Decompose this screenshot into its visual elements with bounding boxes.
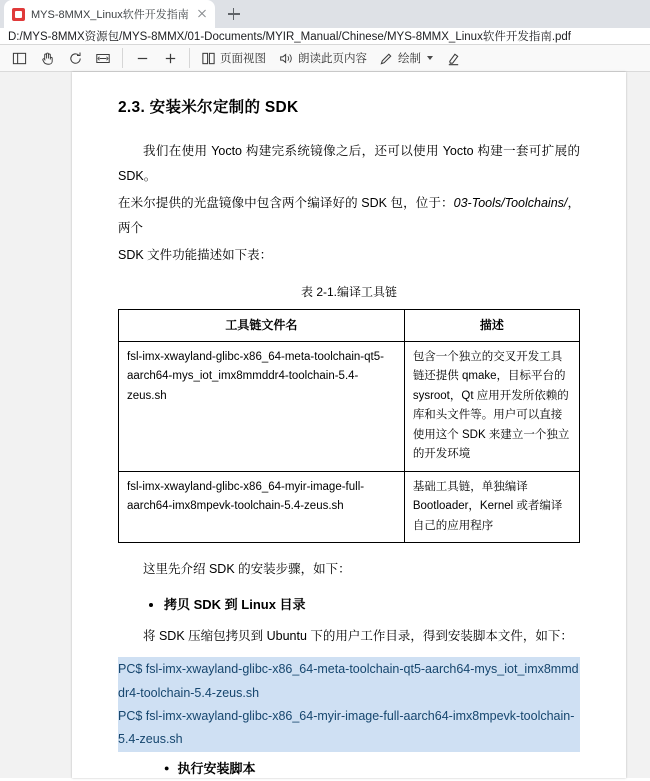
bullet-list [118,592,580,618]
paragraph-copy-sdk: 将 SDK 压缩包拷贝到 Ubuntu 下的用户工作目录，得到安装脚本文件，如下： [143,629,573,644]
hand-icon[interactable] [34,45,60,71]
paragraph-intro-3: SDK 文件功能描述如下表： [118,248,273,263]
table-header-row [119,310,580,341]
cell-description: 基础工具链，单独编译 Bootloader，Kernel 或者编译自己的应用程序 [404,471,579,543]
rotate-icon[interactable] [62,45,88,71]
tab-strip [0,0,650,28]
minus-icon[interactable] [129,45,155,71]
code-line: PC$ fsl-imx-xwayland-glibc-x86_64-myir-image-full-aarch64-imx8mpevk-toolchain-5.4-zeus.sh [118,708,575,746]
close-icon[interactable] [195,7,209,21]
table-header-description: 描述 [404,310,579,341]
table-row [119,471,580,543]
cell-filename: fsl-imx-xwayland-glibc-x86_64-meta-toolchain-qt5-aarch64-mys_iot_imx8mmddr4-toolchain-5.4-zeus.sh [119,341,405,471]
url-text: D:/MYS-8MMX资源包/MYS-8MMX/01-Documents/MYIR_Manual/Chinese/MYS-8MMX_Linux软件开发指南.pdf [8,31,572,43]
plus-icon[interactable] [157,45,183,71]
list-item: • 拷贝 SDK 到 Linux 目录 [164,592,580,618]
code-line: PC$ fsl-imx-xwayland-glibc-x86_64-meta-toolchain-qt5-aarch64-mys_iot_imx8mmddr4-toolchain-5.4-zeus.sh [118,662,579,700]
read-aloud-label: 朗读此页内容 [298,53,367,65]
toolchain-table [118,309,580,543]
new-tab-button[interactable] [221,1,247,27]
tab-title: MYS-8MMX_Linux软件开发指南 [31,9,189,21]
draw-button[interactable] [374,45,438,71]
toolbar-separator [189,48,190,68]
cell-description: 包含一个独立的交叉开发工具链还提供 qmake，目标平台的 sysroot，Qt 应用开发所依赖的库和头文件等。用户可以直接使用这个 SDK 来建立一个独立的开发环境 [404,341,579,471]
pdf-document-area[interactable] [0,72,650,778]
paragraph-intro-2 [118,191,580,241]
paragraph-text: 我们在使用 Yocto 构建完系统镜像之后，还可以使用 Yocto 构建一套可扩展的 SDK。 [118,144,580,184]
address-bar[interactable] [0,28,650,45]
fit-page-icon[interactable] [90,45,116,71]
table-header-filename: 工具链文件名 [119,310,405,341]
table-row [119,341,580,471]
paragraph-text: 在米尔提供的光盘镜像中包含两个编译好的 SDK 包，位于： [118,196,454,211]
cell-filename: fsl-imx-xwayland-glibc-x86_64-myir-image-full-aarch64-imx8mpevk-toolchain-5.4-zeus.sh [119,471,405,543]
paragraph-text: ，两个 [118,196,580,236]
chevron-down-icon[interactable] [427,56,433,60]
paragraph-install-steps: 这里先介绍 SDK 的安装步骤，如下： [143,562,351,577]
browser-tab[interactable] [4,0,215,28]
read-aloud-button[interactable] [273,45,372,71]
pdf-toolbar [0,45,650,72]
list-item: ● 执行安装脚本 [118,758,580,768]
pdf-page [72,72,626,778]
page-title: 2.3. 安装米尔定制的 SDK [118,99,299,116]
toolchain-path: 03-Tools/Toolchains/ [453,196,568,211]
paragraph-intro-1 [118,139,580,189]
pdf-file-icon [12,8,25,21]
code-block [118,657,580,752]
toolbar-separator [122,48,123,68]
draw-label: 绘制 [398,53,421,65]
page-view-label: 页面视图 [220,53,266,65]
sidebar-icon[interactable] [6,45,32,71]
table-caption: 表 2-1.编译工具链 [300,285,397,300]
highlighter-icon[interactable] [440,45,466,71]
page-view-button[interactable] [196,45,271,71]
